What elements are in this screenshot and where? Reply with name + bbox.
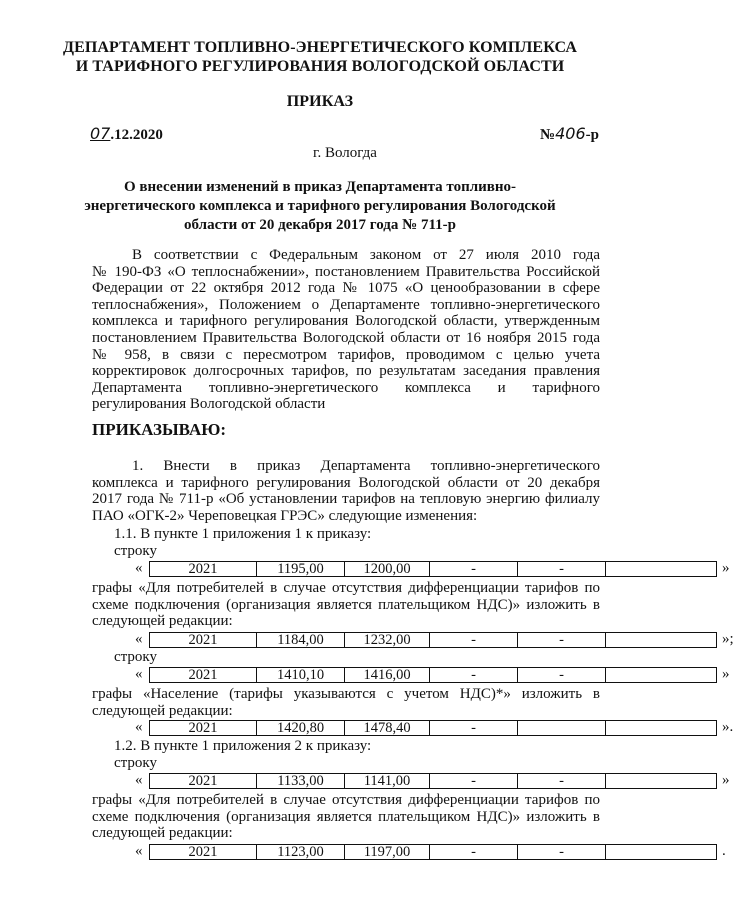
- item1-paragraph: 1. Внести в приказ Департамента топливно-энергетического комплекса и тарифного регулирования Вологодской области от 20 декабря 2017 года № 711-р «Об установлении тарифов на тепловую энергию филиалу ПАО «ОГК-2» Череповецкая ГРЭС» следующие изменения:: [92, 458, 600, 524]
- sub-item-1-1: 1.1. В пункте 1 приложения 1 к приказу:: [114, 526, 372, 542]
- graphs-consumers-1: графы «Для потребителей в случае отсутствия дифференциации тарифов по схеме подключения (организация является плательщиком НДС)» изложить в следующей редакции:: [92, 580, 600, 630]
- label-stroku: строку: [114, 755, 157, 771]
- document-date: [90, 124, 163, 144]
- department-name-line2: И ТАРИФНОГО РЕГУЛИРОВАНИЯ ВОЛОГОДСКОЙ ОБЛАСТИ: [75, 58, 565, 75]
- label-stroku: строку: [114, 543, 157, 559]
- graphs-consumers-2: графы «Для потребителей в случае отсутствия дифференциации тарифов по схеме подключения (организация является плательщиком НДС)» изложить в следующей редакции:: [92, 792, 600, 842]
- department-name-line1: ДЕПАРТАМЕНТ ТОПЛИВНО-ЭНЕРГЕТИЧЕСКОГО КОМПЛЕКСА: [62, 39, 578, 56]
- order-word: ПРИКАЗЫВАЮ:: [92, 420, 227, 439]
- label-stroku: строку: [114, 649, 157, 665]
- document-type: ПРИКАЗ: [286, 93, 354, 110]
- date-month-year: .12.2020: [110, 127, 163, 143]
- preamble-paragraph: В соответствии с Федеральным законом от 27 июля 2010 года № 190-ФЗ «О теплоснабжении», постановлением Правительства Российской Федерации от 22 октября 2012 года № 1075 «О ценообразовании в сфере теплоснабжения», Положением о Департаменте топливно-энергетического комплекса и тарифного регулирования Вологодской области, утвержденным постановлением Правительства Вологодской области от 16 ноября 2015 года № 958, в связи с пересмотром тарифов, проводимом с целью учета корректировок долгосрочных тарифов, по результатам заседания правления Департамента топливно-энергетического комплекса и тарифного регулирования Вологодской области: [92, 247, 600, 413]
- title-line3: области от 20 декабря 2017 года № 711-р: [184, 217, 456, 233]
- title-line1: О внесении изменений в приказ Департамента топливно-: [123, 179, 517, 195]
- city: г. Вологда: [313, 145, 377, 161]
- document-number: №406-р: [540, 124, 599, 143]
- graphs-population: графы «Население (тарифы указываются с учетом НДС)*» изложить в следующей редакции:: [92, 686, 600, 719]
- number-handwritten: 406: [555, 124, 586, 143]
- title-line2: энергетического комплекса и тарифного регулирования Вологодской: [84, 198, 556, 214]
- sub-item-1-2: 1.2. В пункте 1 приложения 2 к приказу:: [114, 738, 372, 754]
- date-day-handwritten: 07: [90, 124, 111, 143]
